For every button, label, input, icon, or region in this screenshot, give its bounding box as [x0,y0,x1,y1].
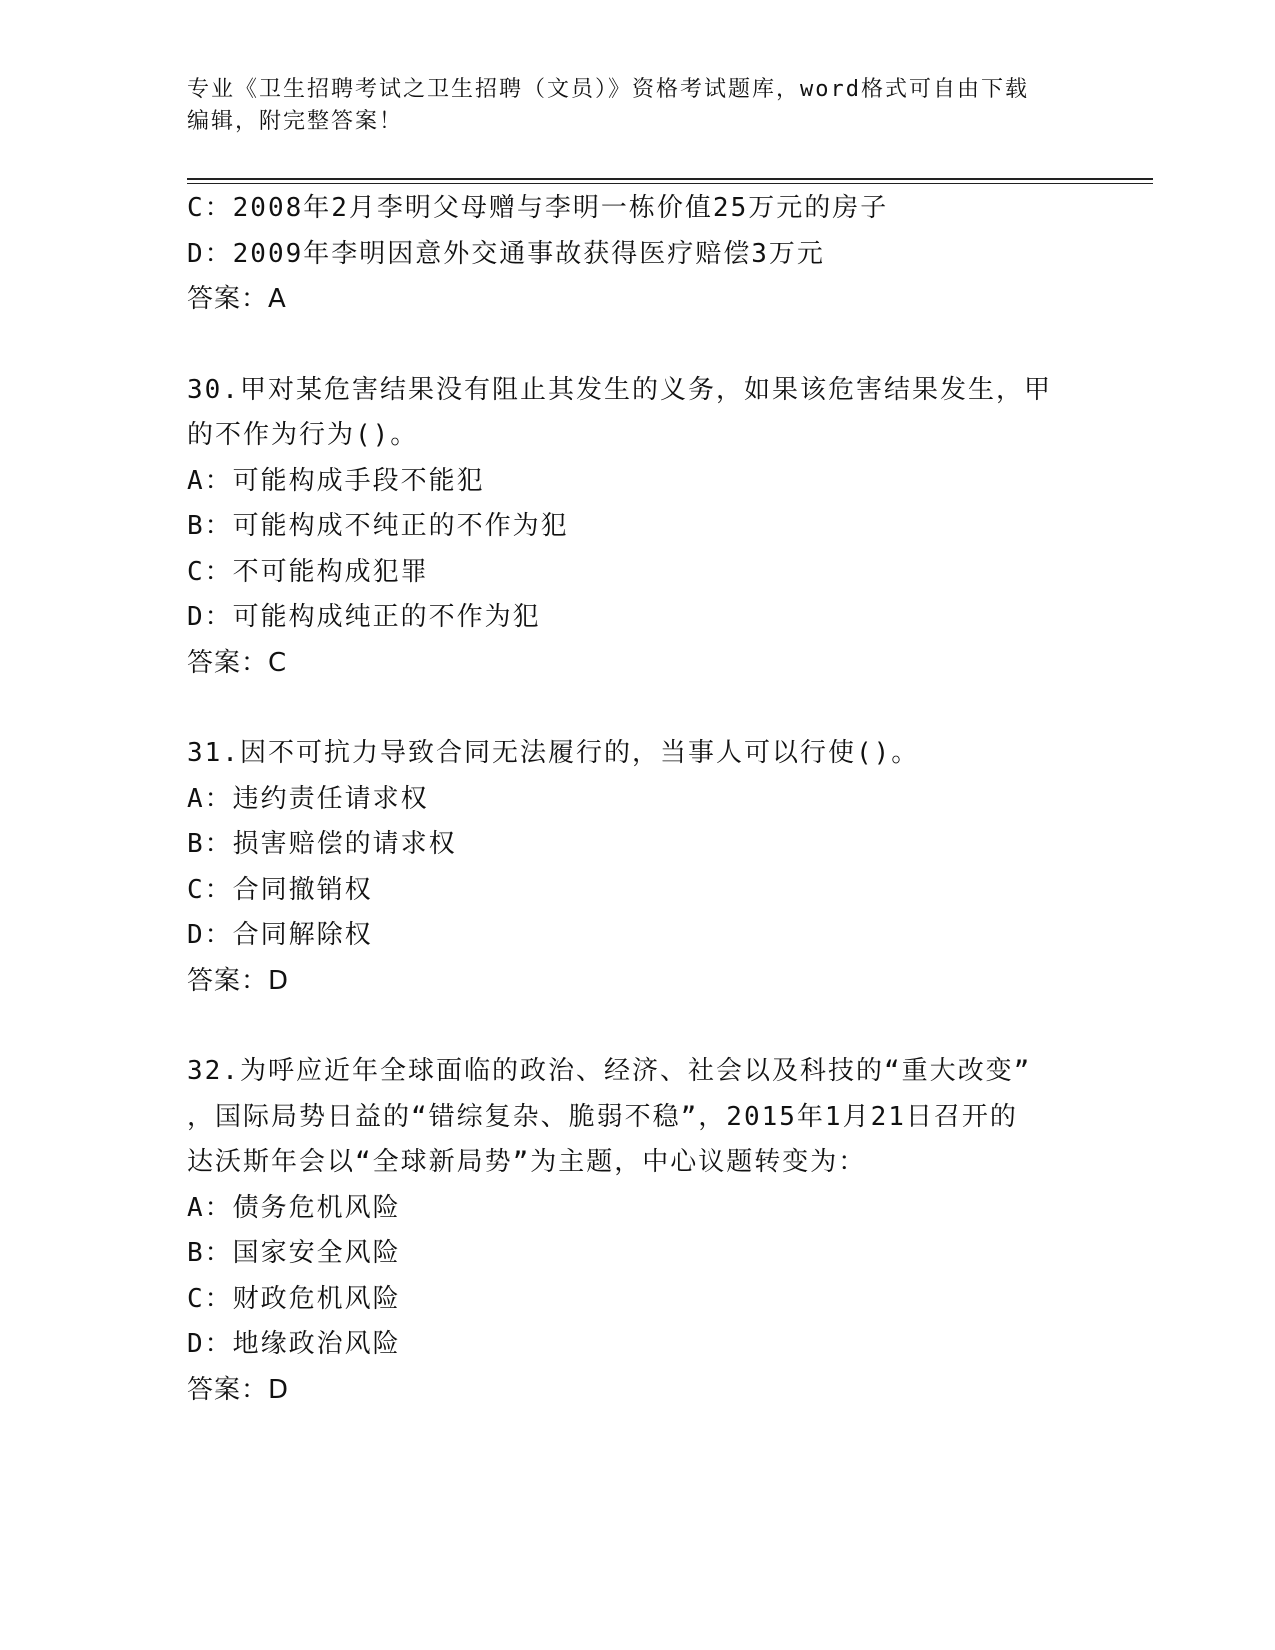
question-block-31 [187,731,1087,1004]
question-stem: 30.甲对某危害结果没有阻止其发生的义务，如果该危害结果发生，甲 [187,374,1052,405]
question-stem: 31.因不可抗力导致合同无法履行的，当事人可以行使()。 [187,738,920,768]
header-divider-thick [187,178,1153,180]
question-stem: ，国际局势日益的“错综复杂、脆弱不稳”，2015年1月21日召开的 [187,1101,1018,1132]
option-a: A：可能构成手段不能犯 [187,465,485,496]
option-c: C：财政危机风险 [187,1283,401,1314]
question-block-prev [187,186,1087,323]
option-c: C：合同撤销权 [187,874,373,905]
option-c: C：不可能构成犯罪 [187,556,429,587]
option-d: D：地缘政治风险 [187,1329,401,1359]
option-d: D：2009年李明因意外交通事故获得医疗赔偿3万元 [187,238,825,269]
question-stem: 的不作为行为()。 [187,420,419,450]
option-c: C：2008年2月李明父母赠与李明一栋价值25万元的房子 [187,193,889,223]
question-block-32 [187,1049,1087,1413]
option-b: B：可能构成不纯正的不作为犯 [187,511,569,541]
option-d: D：合同解除权 [187,920,373,950]
option-a: A：债务危机风险 [187,1192,401,1223]
header-line-1: 专业《卫生招聘考试之卫生招聘（文员）》资格考试题库，word格式可自由下载 [187,77,1029,102]
question-list [187,186,1087,1413]
option-b: B：国家安全风险 [187,1238,401,1268]
question-stem: 32.为呼应近年全球面临的政治、经济、社会以及科技的“重大改变” [187,1056,1032,1086]
answer-line: 答案：A [187,284,287,314]
question-stem: 达沃斯年会以“全球新局势”为主题，中心议题转变为： [187,1147,867,1177]
answer-line: 答案：D [187,1374,290,1405]
header-divider-thin [187,183,1153,184]
page-header [187,74,1067,138]
answer-line: 答案：C [187,647,288,678]
question-block-30 [187,368,1087,687]
header-line-2: 编辑，附完整答案！ [187,109,404,134]
option-d: D：可能构成纯正的不作为犯 [187,602,541,632]
answer-line: 答案：D [187,965,290,996]
option-a: A：违约责任请求权 [187,783,429,814]
option-b: B：损害赔偿的请求权 [187,829,457,859]
